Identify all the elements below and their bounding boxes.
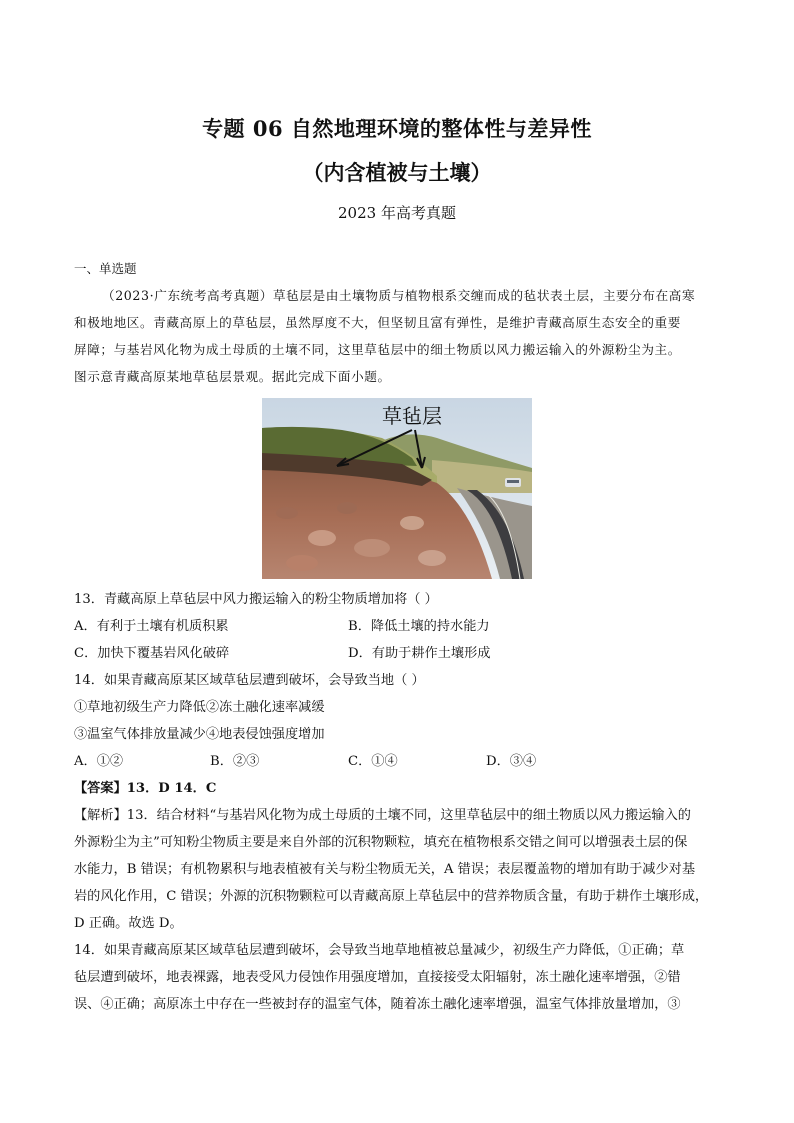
document-subtitle: （内含植被与土壤）	[302, 160, 492, 185]
q13-option-d: D．有助于耕作土壤形成	[348, 646, 491, 661]
year-line: 2023 年高考真题	[338, 204, 456, 222]
q14-option-c: C．①④	[348, 754, 398, 769]
analysis-line-3: 水能力，B 错误；有机物累积与地表植被有关与粉尘物质无关，A 错误；表层覆盖物的增加有助于减少对基	[74, 862, 696, 877]
section-heading: 一、单选题	[74, 261, 137, 276]
q13-option-a: A．有利于土壤有机质积累	[74, 619, 229, 634]
passage-line-2: 和极地地区。青藏高原上的草毡层，虽然厚度不大，但坚韧且富有弹性，是维护青藏高原生态安全的重要	[74, 315, 681, 330]
question-13-stem: 13．青藏高原上草毡层中风力搬运输入的粉尘物质增加将（ ）	[74, 592, 438, 607]
q14-statements-1: ①草地初级生产力降低②冻土融化速率减缓	[74, 700, 325, 715]
q14-option-a: A．①②	[74, 754, 124, 769]
analysis-line-6: 14．如果青藏高原某区域草毡层遭到破坏，会导致当地草地植被总量减少，初级生产力降低，①正确；草	[74, 943, 685, 958]
passage-line-1: （2023·广东统考高考真题）草毡层是由土壤物质与植物根系交缠而成的毡状表土层，主要分布在高寒	[102, 288, 696, 303]
grass-felt-layer-photo	[262, 398, 532, 579]
q14-option-d: D．③④	[486, 754, 537, 769]
analysis-line-1: 【解析】13．结合材料“与基岩风化物为成土母质的土壤不同，这里草毡层中的细土物质以风力搬运输入的	[74, 808, 691, 823]
analysis-line-8: 误、④正确；高原冻土中存在一些被封存的温室气体，随着冻土融化速率增强，温室气体排放量增加，③	[74, 997, 681, 1012]
passage-line-3: 屏障；与基岩风化物为成土母质的土壤不同，这里草毡层中的细土物质以风力搬运输入的外源粉尘为主。	[74, 342, 681, 357]
analysis-line-5: D 正确。故选 D。	[74, 916, 183, 931]
passage-line-4: 图示意青藏高原某地草毡层景观。据此完成下面小题。	[74, 369, 391, 384]
q13-option-c: C．加快下覆基岩风化破碎	[74, 646, 230, 661]
q13-option-b: B．降低土壤的持水能力	[348, 619, 490, 634]
q14-statements-2: ③温室气体排放量减少④地表侵蚀强度增加	[74, 727, 325, 742]
figure-label: 草毡层	[382, 404, 442, 428]
analysis-line-7: 毡层遭到破坏，地表裸露，地表受风力侵蚀作用强度增加，直接接受太阳辐射，冻土融化速率增强，②错	[74, 970, 681, 985]
document-title: 专题 06 自然地理环境的整体性与差异性	[202, 116, 592, 141]
question-14-stem: 14．如果青藏高原某区域草毡层遭到破坏，会导致当地（ ）	[74, 673, 425, 688]
q14-option-b: B．②③	[210, 754, 260, 769]
analysis-line-4: 岩的风化作用，C 错误；外源的沉积物颗粒可以青藏高原上草毡层中的营养物质含量，有助于耕作土壤形成，	[74, 889, 709, 904]
analysis-line-2: 外源粉尘为主”可知粉尘物质主要是来自外部的沉积物颗粒，填充在植物根系交错之间可以增强表土层的保	[74, 835, 688, 850]
answer-line: 【答案】13．D 14．C	[74, 781, 217, 796]
